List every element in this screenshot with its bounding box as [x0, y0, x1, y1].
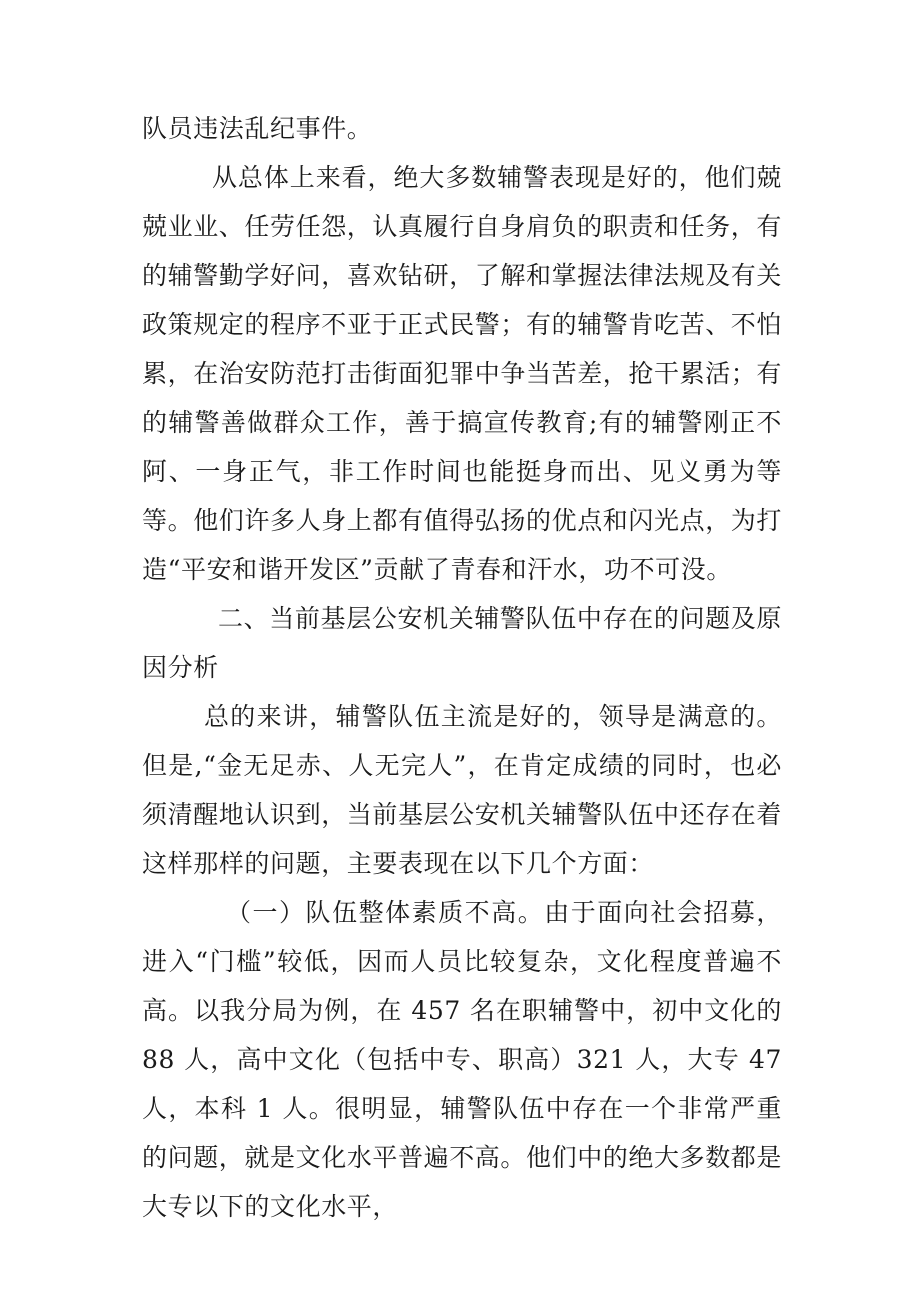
document-body — [142, 104, 782, 1231]
section-heading-problems: 二、当前基层公安机关辅警队伍中存在的问题及原因分析 — [142, 604, 782, 682]
paragraph-continuation: 队员违法乱纪事件。 — [142, 114, 373, 143]
paragraph-overall-assessment: 从总体上来看，绝大多数辅警表现是好的，他们兢兢业业、任劳任怨，认真履行自身肩负的职责和任务，有的辅警勤学好问，喜欢钻研，了解和掌握法律法规及有关政策规定的程序不亚于正式民警；有的辅警肯吃苦、不怕累，在治安防范打击街面犯罪中争当苦差，抢干累活；有的辅警善做群众工作，善于搞宣传教育;有的辅警刚正不阿、一身正气，非工作时间也能挺身而出、见义勇为等等。他们许多人身上都有值得弘扬的优点和闪光点，为打造“平安和谐开发区”贡献了青春和汗水，功不可没。 — [142, 163, 783, 584]
paragraph-quality-issue: （一）队伍整体素质不高。由于面向社会招募，进入“门槛”较低，因而人员比较复杂，文化程度普遍不高。以我分局为例，在 457 名在职辅警中，初中文化的 88 人，高中文化（包括中专、职高）321 人，大专 47 人，本科 1 人。很明显，辅警队伍中存在一个非常严重的问题，就是文化水平普遍不高。他们中的绝大多数都是大专以下的文化水平， — [142, 898, 783, 1221]
paragraph-summary: 总的来讲，辅警队伍主流是好的，领导是满意的。但是,“金无足赤、人无完人”，在肯定成绩的同时，也必须清醒地认识到，当前基层公安机关辅警队伍中还存在着这样那样的问题，主要表现在以下几个方面： — [142, 702, 783, 878]
